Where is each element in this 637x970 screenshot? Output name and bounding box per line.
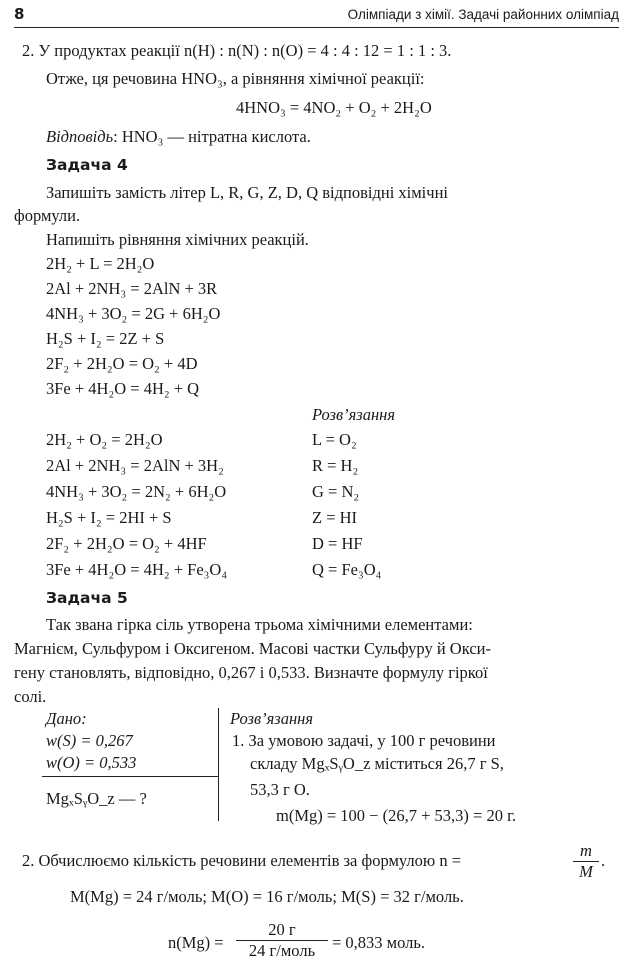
answer-text: : HNO₃ — нітратна кислота.: [113, 127, 311, 146]
solved-equation: 3Fe + 4H₂O = 4H₂ + Fe₃O₄: [46, 560, 228, 579]
answer-label: Відповідь: [46, 127, 114, 146]
find-formula: MgₓSᵧO_z — ?: [46, 789, 147, 808]
n-mg-denominator: 24 г/моль: [236, 940, 328, 961]
n-mg-result: = 0,833 моль.: [332, 933, 426, 952]
letter-answer: D = HF: [312, 534, 363, 553]
problem5-condition-line: солі.: [14, 687, 47, 706]
given-divider-horizontal: [42, 776, 218, 777]
n-formula-fraction: [573, 841, 599, 882]
letter-answer: Q = Fe₃O₄: [312, 560, 382, 579]
problem5-solution-label: Розв’язання: [230, 709, 314, 728]
given-ws: w(S) = 0,267: [46, 731, 133, 750]
page-number: 8: [14, 5, 25, 23]
ratio-line: 2. У продуктах реакції n(H) : n(N) : n(O) = 4 : 4 : 12 = 1 : 1 : 3.: [22, 41, 452, 60]
problem4-condition-line2: формули.: [14, 206, 81, 225]
problem5-condition-line: Магнієм, Сульфуром і Оксигеном. Масові частки Сульфуру й Окси-: [14, 639, 491, 658]
fraction-numerator: m: [580, 841, 592, 860]
step1-line2: складу MgₓSᵧO_z міститься 26,7 г S,: [250, 754, 504, 773]
solved-equation: 2Al + 2NH₃ = 2AlN + 3H₂: [46, 456, 224, 475]
mass-mg-equation: m(Mg) = 100 − (26,7 + 53,3) = 20 г.: [276, 806, 517, 825]
solved-equation: 4NH₃ + 3O₂ = 2N₂ + 6H₂O: [46, 482, 227, 501]
task-equation: 2H₂ + L = 2H₂O: [46, 254, 155, 273]
letter-answer: R = H₂: [312, 456, 359, 475]
task-equation: H₂S + I₂ = 2Z + S: [46, 329, 165, 348]
n-mg-fraction: [236, 920, 328, 961]
problem4-heading: Задача 4: [46, 156, 128, 174]
problem4-instruction: Напишіть рівняння хімічних реакцій.: [46, 230, 309, 249]
answer-line: [46, 127, 311, 147]
fraction-denominator: M: [573, 861, 599, 882]
step2-period: .: [601, 851, 606, 870]
running-title: Олімпіади з хімії. Задачі районних олімпіад: [347, 7, 619, 22]
molar-masses-line: M(Mg) = 24 г/моль; M(O) = 16 г/моль; M(S) = 32 г/моль.: [70, 887, 464, 906]
solved-equation: 2F₂ + 2H₂O = O₂ + 4HF: [46, 534, 207, 553]
substance-line: Отже, ця речовина HNO₃, а рівняння хімічної реакції:: [46, 69, 425, 88]
step2-text: 2. Обчислюємо кількість речовини елементів за формулою n =: [22, 851, 462, 870]
step1-line1: 1. За умовою задачі, у 100 г речовини: [232, 731, 496, 750]
letter-answer: G = N₂: [312, 482, 360, 501]
step1-line3: 53,3 г O.: [250, 780, 310, 799]
letter-answer: L = O₂: [312, 430, 357, 449]
problem4-solution-label: Розв’язання: [312, 405, 396, 424]
problem4-condition-line1: Запишіть замість літер L, R, G, Z, D, Q відповідні хімічні: [46, 183, 448, 202]
solved-equation: H₂S + I₂ = 2HI + S: [46, 508, 172, 527]
problem5-heading: Задача 5: [46, 589, 128, 607]
n-mg-lhs: n(Mg) =: [168, 933, 224, 952]
given-label: Дано:: [46, 709, 87, 728]
problem5-condition-line: Так звана гірка сіль утворена трьома хімічними елементами:: [46, 615, 473, 634]
task-equation: 2Al + 2NH₃ = 2AlN + 3R: [46, 279, 218, 298]
letter-answer: Z = HI: [312, 508, 358, 527]
task-equation: 2F₂ + 2H₂O = O₂ + 4D: [46, 354, 198, 373]
problem5-condition-line: гену становлять, відповідно, 0,267 і 0,533. Визначте формулу гіркої: [14, 663, 488, 682]
reaction-equation: 4HNO₃ = 4NO₂ + O₂ + 2H₂O: [236, 98, 432, 117]
solved-equation: 2H₂ + O₂ = 2H₂O: [46, 430, 163, 449]
given-wo: w(O) = 0,533: [46, 753, 137, 772]
header-rule: [14, 27, 619, 28]
given-divider-vertical: [218, 708, 219, 821]
task-equation: 3Fe + 4H₂O = 4H₂ + Q: [46, 379, 200, 398]
task-equation: 4NH₃ + 3O₂ = 2G + 6H₂O: [46, 304, 221, 323]
n-mg-numerator: 20 г: [268, 920, 296, 939]
